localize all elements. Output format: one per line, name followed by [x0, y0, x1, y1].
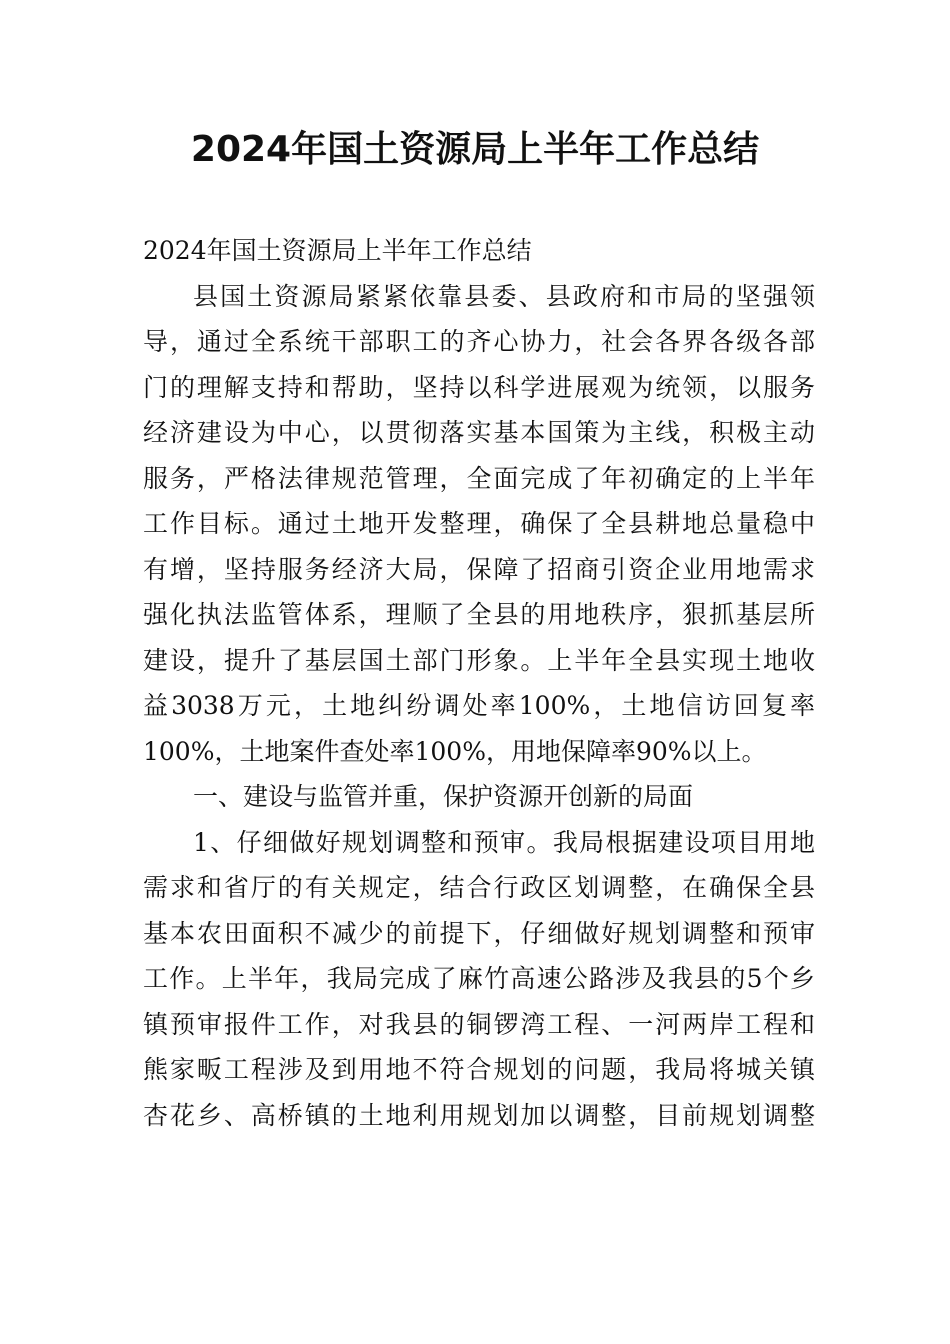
text-line: 导，通过全系统干部职工的齐心协力，社会各界各级各部 [143, 327, 815, 356]
text-line: 1、仔细做好规划调整和预审。我局根据建设项目用地 [193, 827, 815, 857]
subtitle-line: 2024年国土资源局上半年工作总结 [143, 236, 532, 265]
text-line: 镇预审报件工作，对我县的铜锣湾工程、一河两岸工程和 [143, 1009, 815, 1039]
section-heading: 一、建设与监管并重，保护资源开创新的局面 [193, 782, 694, 811]
text-line: 熊家畈工程涉及到用地不符合规划的问题，我局将城关镇 [143, 1055, 815, 1084]
text-line: 服务，严格法律规范管理，全面完成了年初确定的上半年 [143, 463, 815, 493]
text-line: 100%，土地案件查处率100%，用地保障率90%以上。 [143, 736, 767, 766]
document-title: 2024年国土资源局上半年工作总结 [190, 129, 760, 170]
text-line: 建设，提升了基层国土部门形象。上半年全县实现土地收 [143, 645, 815, 675]
text-line: 县国土资源局紧紧依靠县委、县政府和市局的坚强领 [193, 281, 815, 311]
text-line: 经济建设为中心，以贯彻落实基本国策为主线，积极主动 [143, 418, 815, 447]
text-line: 工作目标。通过土地开发整理，确保了全县耕地总量稳中 [143, 509, 815, 538]
text-line: 益3038万元，土地纠纷调处率100%，土地信访回复率 [143, 691, 815, 720]
text-line: 门的理解支持和帮助，坚持以科学进展观为统领，以服务 [143, 372, 815, 402]
document-body [143, 228, 815, 1138]
text-line: 基本农田面积不减少的前提下，仔细做好规划调整和预审 [143, 918, 815, 948]
text-line: 需求和省厅的有关规定，结合行政区划调整，在确保全县 [143, 873, 815, 902]
text-line: 有增，坚持服务经济大局，保障了招商引资企业用地需求 [143, 554, 815, 584]
text-line: 强化执法监管体系，理顺了全县的用地秩序，狠抓基层所 [143, 600, 815, 629]
text-line: 杏花乡、高桥镇的土地利用规划加以调整，目前规划调整 [143, 1100, 815, 1130]
text-line: 工作。上半年，我局完成了麻竹高速公路涉及我县的5个乡 [143, 964, 815, 993]
